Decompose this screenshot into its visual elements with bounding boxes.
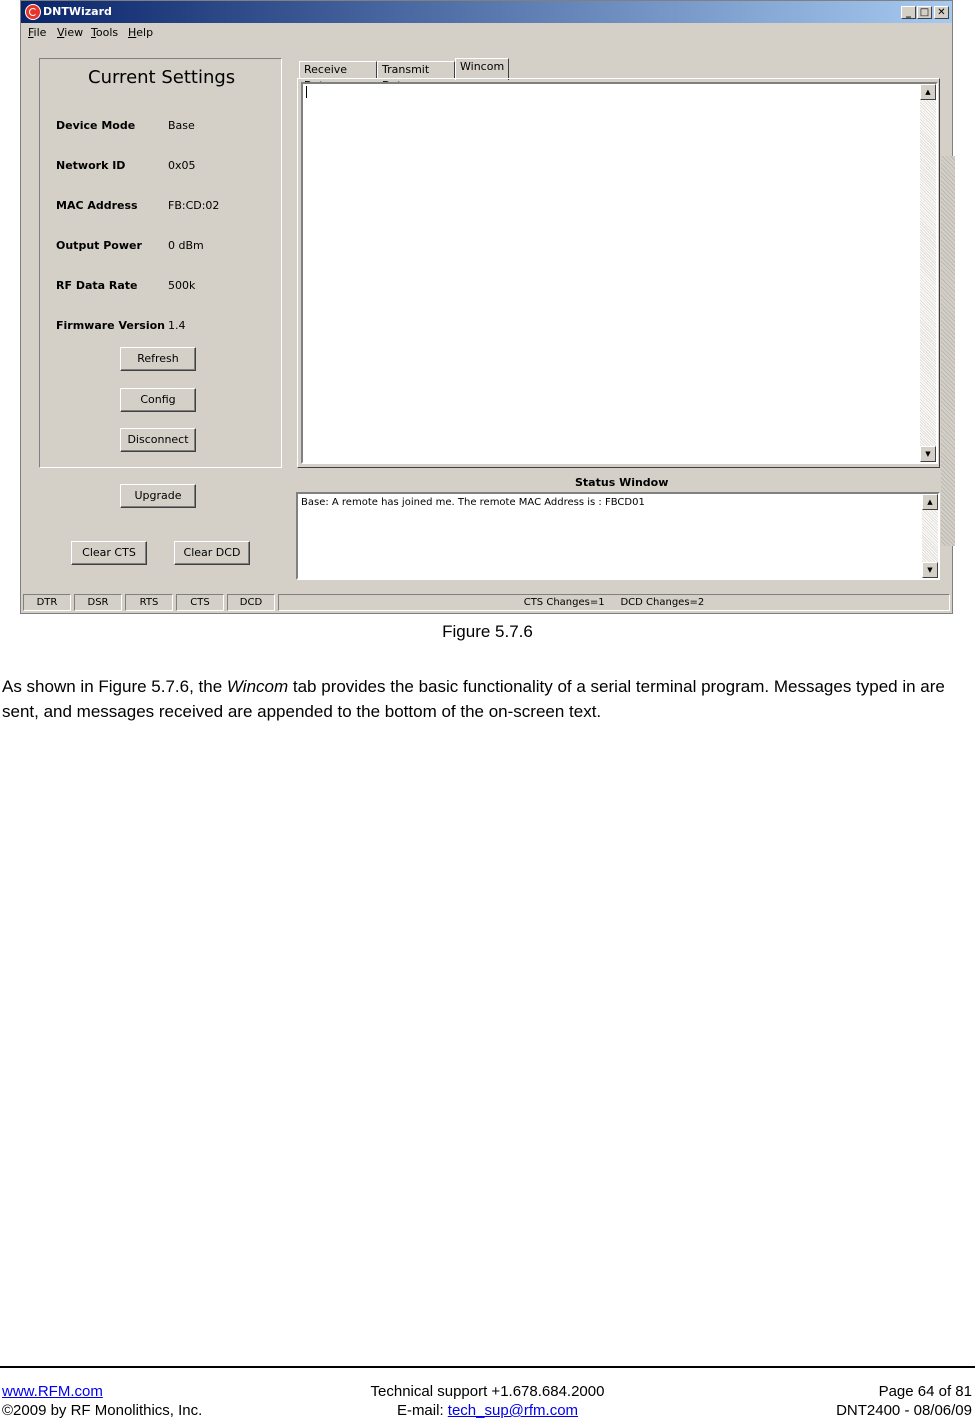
menu-tools[interactable]: Tools	[91, 26, 119, 39]
minimize-button[interactable]: _	[901, 6, 916, 19]
body-paragraph: As shown in Figure 5.7.6, the Wincom tab provides the basic functionality of a serial terminal program. Messages typed in are sent, and messages received are appended to the bottom of the on-screen text.	[2, 677, 945, 721]
dntwizard-window	[20, 0, 953, 614]
wincom-emphasis: Wincom	[226, 677, 289, 696]
firmware-version-label: Firmware Version	[56, 319, 165, 332]
footer-rule	[0, 1366, 975, 1368]
status-scroll-down-button[interactable]: ▼	[922, 562, 938, 578]
wincom-terminal-textarea[interactable]	[301, 82, 938, 464]
wincom-scrollbar[interactable]	[920, 84, 936, 462]
menu-file[interactable]: File	[28, 26, 47, 39]
menu-help[interactable]: Help	[128, 26, 154, 39]
rf-data-rate-value: 500k	[168, 279, 196, 292]
menu-view[interactable]: View	[57, 26, 84, 39]
clear-cts-button[interactable]: Clear CTS	[71, 541, 147, 565]
change-counters: CTS Changes=1 DCD Changes=2	[278, 594, 950, 611]
current-settings-panel	[39, 58, 282, 468]
maximize-button[interactable]: □	[917, 6, 932, 19]
menu-bar	[21, 23, 952, 43]
app-logo-icon	[25, 4, 41, 20]
tab-wincom[interactable]: Wincom	[455, 58, 509, 80]
status-message: Base: A remote has joined me. The remote MAC Address is : FBCD01	[301, 497, 645, 508]
status-window-title: Status Window	[575, 476, 669, 489]
device-mode-value: Base	[168, 119, 195, 132]
page-number: Page 64 of 81	[878, 1383, 972, 1400]
email-link[interactable]: tech_sup@rfm.com	[447, 1402, 579, 1419]
dcd-indicator: DCD	[227, 594, 275, 611]
network-id-value: 0x05	[168, 159, 196, 172]
status-window-textarea[interactable]	[296, 492, 940, 580]
mac-address-value: FB:CD:02	[168, 199, 220, 212]
close-button[interactable]: ✕	[934, 6, 949, 19]
tab-receive-data[interactable]: Receive	[299, 61, 377, 79]
disconnect-button[interactable]: Disconnect	[120, 428, 196, 452]
config-button[interactable]: Config	[120, 388, 196, 412]
dsr-indicator: DSR	[74, 594, 122, 611]
rf-data-rate-label: RF Data Rate	[56, 279, 138, 292]
cts-indicator: CTS	[176, 594, 224, 611]
tab-transmit-data[interactable]: Transmit	[377, 61, 455, 79]
network-id-label: Network ID	[56, 159, 126, 172]
doc-id: DNT2400 - 08/06/09	[836, 1402, 972, 1419]
clear-dcd-button[interactable]: Clear DCD	[174, 541, 250, 565]
support-phone: Technical support +1.678.684.2000	[370, 1383, 605, 1400]
splitter-handle[interactable]	[941, 156, 955, 546]
upgrade-button[interactable]: Upgrade	[120, 484, 196, 508]
status-bar	[21, 593, 952, 613]
window-title: DNTWizard	[43, 5, 112, 18]
settings-title: Current Settings	[88, 67, 236, 88]
website-link[interactable]: www.RFM.com	[2, 1383, 103, 1400]
firmware-version-value: 1.4	[168, 319, 186, 332]
output-power-label: Output Power	[56, 239, 142, 252]
support-email-line: E-mail: tech_sup@rfm.com	[396, 1402, 579, 1419]
text-caret	[306, 86, 307, 98]
scroll-up-button[interactable]: ▲	[920, 84, 936, 100]
dtr-indicator: DTR	[23, 594, 71, 611]
status-scrollbar[interactable]	[922, 494, 938, 578]
figure-caption: Figure 5.7.6	[442, 622, 533, 641]
scroll-down-button[interactable]: ▼	[920, 446, 936, 462]
output-power-value: 0 dBm	[168, 239, 204, 252]
device-mode-label: Device Mode	[56, 119, 136, 132]
refresh-button[interactable]: Refresh	[120, 347, 196, 371]
rts-indicator: RTS	[125, 594, 173, 611]
status-scroll-up-button[interactable]: ▲	[922, 494, 938, 510]
mac-address-label: MAC Address	[56, 199, 138, 212]
title-bar	[21, 1, 952, 23]
copyright: ©2009 by RF Monolithics, Inc.	[2, 1402, 203, 1419]
